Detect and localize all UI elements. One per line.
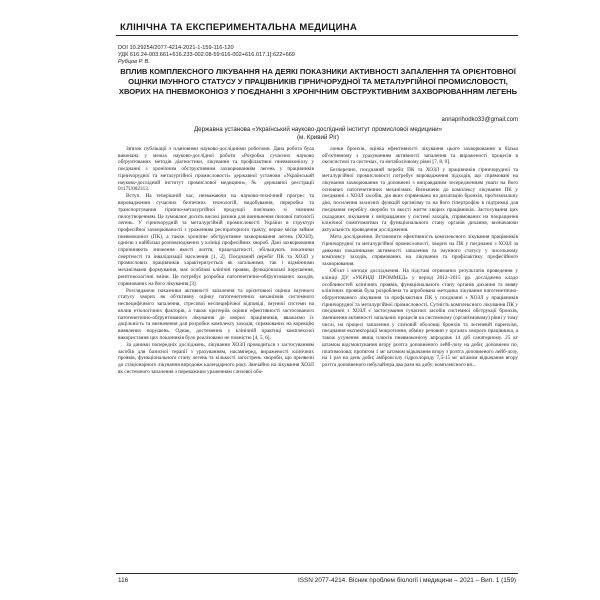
paragraph: Розглядаючи показники активності запалення та орієнтовної оцінки імунного статусу хворих як об'єктивну оцінку патогенетичних механізмів системного неспецифічного запалення, стресової неспецифічної відповіді, імунної системи на вплив етіологічних факторів, а також критеріїв оцінки ефективності застосованого патогенетично-обґрунтованого лікування до хворих працівників, вважаємо їх доцільність та визначення для розробки комплексу заходів, спрямованих на корекцію виявлених порушень. Однак, достеменно у клінічній практиці комплексної використання цих показників було реалізовано не повністю [4, 5, 6]. [118, 287, 314, 341]
right-column [322, 146, 518, 568]
page-number: 116 [118, 577, 129, 584]
affiliation-line-1: Державна установа «Український науково-дослідний інститут промислової медицини» [193, 126, 443, 133]
article-title: ВПЛИВ КОМПЛЕКСНОГО ЛІКУВАННЯ НА ДЕЯКІ ПОКАЗНИКИ АКТИВНОСТІ ЗАПАЛЕННЯ ТА ОРІЄНТОВНОЇ ОЦІНКИ ІМУННОГО СТАТУСУ У ПРАЦІВНИКІВ ГІРНИЧОРУДНОЇ ТА МЕТАЛУРГІЙНОЇ ПРОМИСЛОВОСТІ, ХВОРИХ НА ПНЕВМОКОНІОЗ У ПОЄДНАННІ З ХРОНІЧНИМ ОБСТРУКТИВНИМ ЗАХВОРЮВАННЯМ ЛЕГЕНЬ [118, 67, 518, 96]
section-title: КЛІНІЧНА ТА ЕКСПЕРИМЕНТАЛЬНА МЕДИЦИНА [120, 22, 358, 33]
author: Рубцов Р. В. [118, 59, 150, 65]
paragraph: Мета дослідження. Встановити ефективність комплексного лікування працівників гірничорудної та металургійної промисловості, хворих на ПК у поєднанні з ХОЗЛ за деякими показниками активності запалення та імунного статусу у чисельному комплексу заходів, спрямованих на лікування та профілактику професійного захворювання. [322, 234, 518, 267]
paragraph: Об'єкт і методи дослідження. На підставі отриманих результатів проведення у клініці ДУ «УКРНДІ ПРОММЕД» у період 2012–2015 рр. досліджено кладо особливостей клінічних проявів, функціонального стану органів дихання та вияву клінічних проявів була розроблена та апробована методика лікування патогенетично-обґрунтованого лікування та профілактики ПК у поєднанні з ХОЗЛ у працівників гірничорудної та металургійної промисловості. Сутність комплексного лікування ПК у поєднанні з ХОЗЛ є застосування сучасних засобів системної обструкції бронхів, зменшення активності запальних процесів на системному (організмовому) рівні у тому числі, на процесі запалення у слизовій оболонці бронхів та легеневій паренхімі, поєднання експекторації мокротиння, обміну речовин у органах хворого працівника, а також усунення явищ плюсів пневмоконіозу впродовж 14 діб санаторному. 25 кг штамом відсмоктування вгору розтга доповненого лейб-лозу на доби; доповнено по, ппатимолова; протягом 1 мг штамом відкачання вгору з розтга доповненого лейб-лозу, на 1 раз на день доби; амброксолу гідрохлориду 7,5-15 мг штамом відкачання вгору розтга доповненого небулайзера два рази на добу; комплексного вп... [322, 268, 518, 368]
author-email: annaprihodko33@gmail.com [441, 117, 518, 123]
affiliation-line-2: (м. Кривий Ріг) [297, 134, 339, 141]
affiliation [118, 126, 518, 142]
journal-header [116, 22, 518, 36]
page-footer [116, 573, 518, 585]
paragraph: За даними попередніх досліджень, лікування ХОЗЛ проводиться з застосуванням засобів для базисної терапії з урахуванням, насамперед, вираженості клінічних проявів, функціонального стану легень та кількості загострень хвороби, що призвели до стаціонарного лікування впродовж календарного року. Звичайно на лікування ХОЗЛ як системного запалення з переважним ураженням слизової обо- [118, 341, 314, 375]
doi: DOI 10.29254/2077-4214-2021-1-159-116-120 [118, 45, 234, 51]
paragraph: Зв'язок публікації з плановими науково-дослідними роботами. Дана робота була виконана у межах науково-дослідної роботи «Розробка сучасних науково обґрунтованих методів діагностики, лікування та профілактики пневмоконіозу у поєднанні з хронічним обструктивним захворюванням легень у працівників гірничорудної та металургійної промисловості» державної установи «Український науково-дослідний інститут промислової медицини», № державної реєстрації 0117U002313. [118, 146, 314, 193]
left-column [118, 146, 314, 568]
paragraph: Безперечно, поєднаний перебіг ПК та ХОЗЛ у працівників гірничорудної та металургійної промисловості потребує впровадження підходів, що спрямовані на лікування захворювання та доповнені з виправданим зосередженням уваги на його основних патогенетичних механізмах. Визначено до комплексу лікування ПК у поєднанні з ХОЗЛ засобів, дія яких спрямована на дилатацію бронхів, протизапальну дію, посилення захисних функцій організму та на його гіпертрофію в підтримці для поєднання перебігу хвороби та якості життя хворих працівників. Застосування цих складових лікування є виправданим у системі заходів, спрямованих на покращення клінічної симптоматики та функціонального стану органів дихання, визначаючи актуальність проведення дослідження. [322, 166, 518, 233]
paragraph: Вступ. На теперішній час, незважаючи на науково-технічний прогрес та впровадження сучасних безпечних технологій, видобування, переробка та транспортування гірничо-металургійної продукції пов'язано зі значним пилоутворенням. Це зумовлює досить високі ризики для виникнення пилової патології легень. У гірничорудній та металургійній промисловості України в структурі професійної захворюваності з ураженням респіраторного тракту, перше місце займає пневмоконіоз (ПК), а також хронічне обструктивне захворювання легень (ХОЗЛ), однією з найбільш розповсюджених у клініці професійних хвороб. Дані захворювання спричиняють зниження якості життя, працездатності, збільшують показники смертності та інвалідизації населення [1, 2]. Поєднаний перебіг ПК та ХОЗЛ у промислових працівників характеризується як загальними, так і відмінними механізмами формування, має особливі клінічні прояви, функціональні порушення, рентгенологічні зміни. Це потребує розробки патогенетично-обґрунтованих заходів, спрямованих на його лікування [3]. [118, 193, 314, 287]
udk-code: УДК 616.24-003.661+616.233-002.08-59:616-002+616.017.1]:622+669 [118, 52, 295, 58]
paragraph: лонки бронхів, оцінка ефективності лікування цього захворювання в більш об'єктивному з урахуванням активності запалення та вираженості процесів в оксисистемі та системах, та метаболічному рівні [7, 8, 9]. [322, 146, 518, 166]
journal-citation: ISSN 2077-4214. Вісник проблем біології і медицини – 2021 – Вип. 1 (159) [297, 577, 516, 584]
